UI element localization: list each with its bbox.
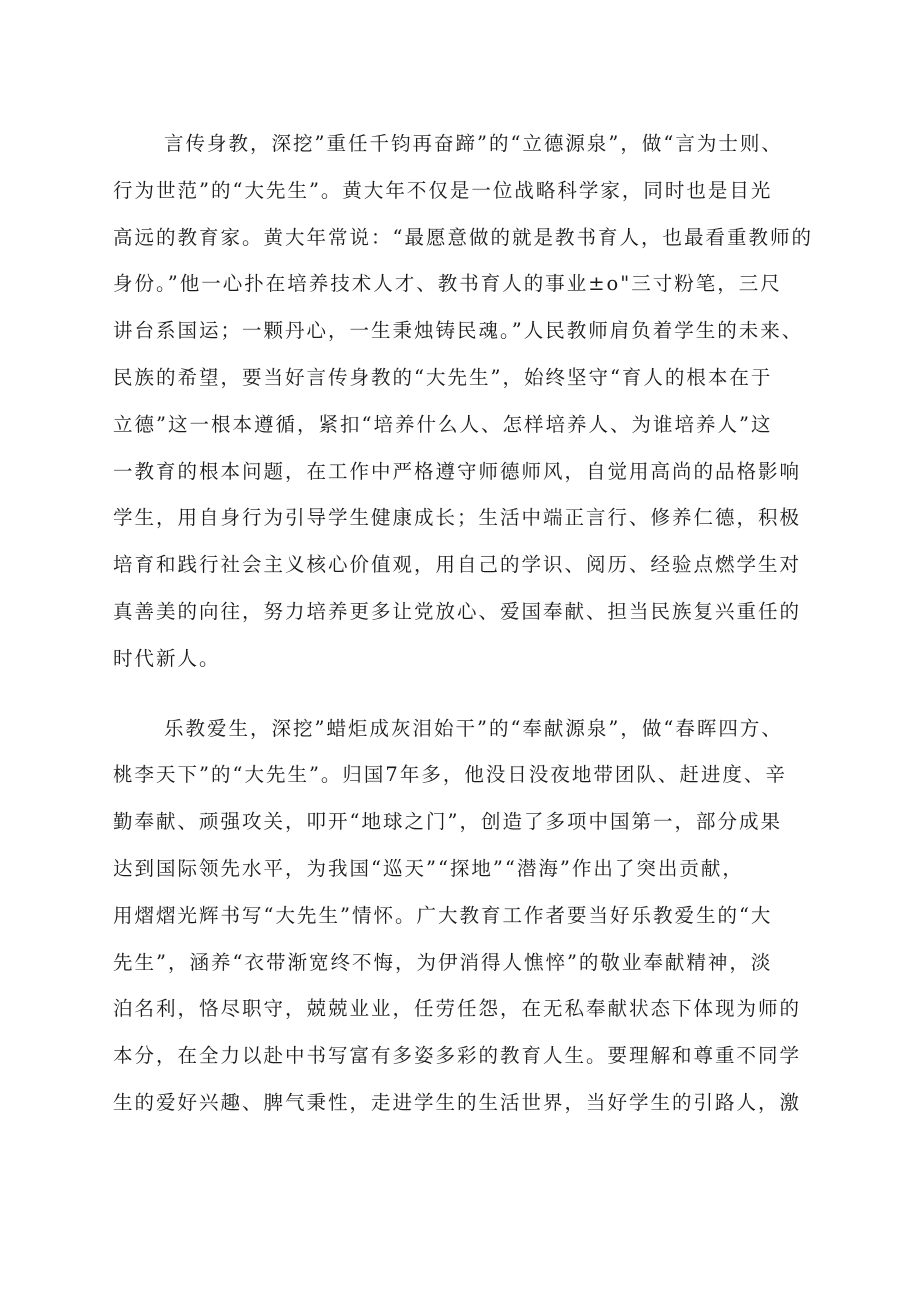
text-line: 先生”，涵养“衣带渐宽终不悔，为伊消得人憔悴”的敬业奉献精神，淡 xyxy=(113,950,773,974)
text-line: 高远的教育家。黄大年常说：“最愿意做的就是教书育人，也最看重教师的 xyxy=(113,225,813,249)
paragraph-2 xyxy=(113,706,807,1127)
text-line: 身份。”他一心扑在培养技术人才、教书育人的事业±o"三寸粉笔，三尺 xyxy=(113,272,782,296)
text-line: 本分，在全力以赴中书写富有多姿多彩的教育人生。要理解和尊重不同学 xyxy=(113,1044,802,1068)
document-body xyxy=(113,121,813,1127)
text-line: 学生，用自身行为引导学生健康成长；生活中端正言行、修养仁德，积极 xyxy=(113,506,802,530)
text-line: 言传身教，深挖”重任千钧再奋蹄”的“立德源泉”，做“言为士则、 xyxy=(164,132,783,155)
text-line: 培育和践行社会主义核心价值观，用自己的学识、阅历、经验点燃学生对 xyxy=(113,553,802,577)
text-line: 真善美的向往，努力培养更多让党放心、爱国奉献、担当民族复兴重任的 xyxy=(113,599,802,623)
text-line: 桃李天下”的“大先生”。归国7年多，他没日没夜地带团队、赶进度、辛 xyxy=(113,763,787,787)
text-line: 达到国际领先水平，为我国“巡天”“探地”“潜海”作出了突出贡献， xyxy=(113,856,744,880)
text-line: 行为世范”的“大先生”。黄大年不仅是一位战略科学家，同时也是目光 xyxy=(113,178,773,202)
text-line: 生的爱好兴趣、脾气秉性，走进学生的生活世界，当好学生的引路人，激 xyxy=(113,1090,802,1114)
text-line: 一教育的根本问题，在工作中严格遵守师德师风，自觉用高尚的品格影响 xyxy=(113,459,802,483)
text-line: 时代新人。 xyxy=(113,646,221,670)
text-line: 讲台系国运；一颗丹心，一生秉烛铸民魂。”人民教师肩负着学生的未来、 xyxy=(113,319,804,343)
paragraph-spacer xyxy=(113,683,807,706)
text-line: 乐教爱生，深挖”蜡炬成灰泪始干”的“奉献源泉”，做“春晖四方、 xyxy=(164,716,783,740)
text-line: 泊名利，恪尽职守，兢兢业业，任劳任怨，在无私奉献状态下体现为师的 xyxy=(113,997,802,1021)
text-line: 民族的希望，要当好言传身教的“大先生”，始终坚守“育人的根本在于 xyxy=(113,365,773,389)
text-line: 用熠熠光辉书写“大先生”情怀。广大教育工作者要当好乐教爱生的“大 xyxy=(113,903,773,927)
text-line: 勤奉献、顽强攻关，叩开“地球之门”，创造了多项中国第一，部分成果 xyxy=(113,810,782,834)
paragraph-1 xyxy=(113,121,813,683)
text-line: 立德”这一根本遵循，紧扣“培养什么人、怎样培养人、为谁培养人”这 xyxy=(113,412,773,436)
